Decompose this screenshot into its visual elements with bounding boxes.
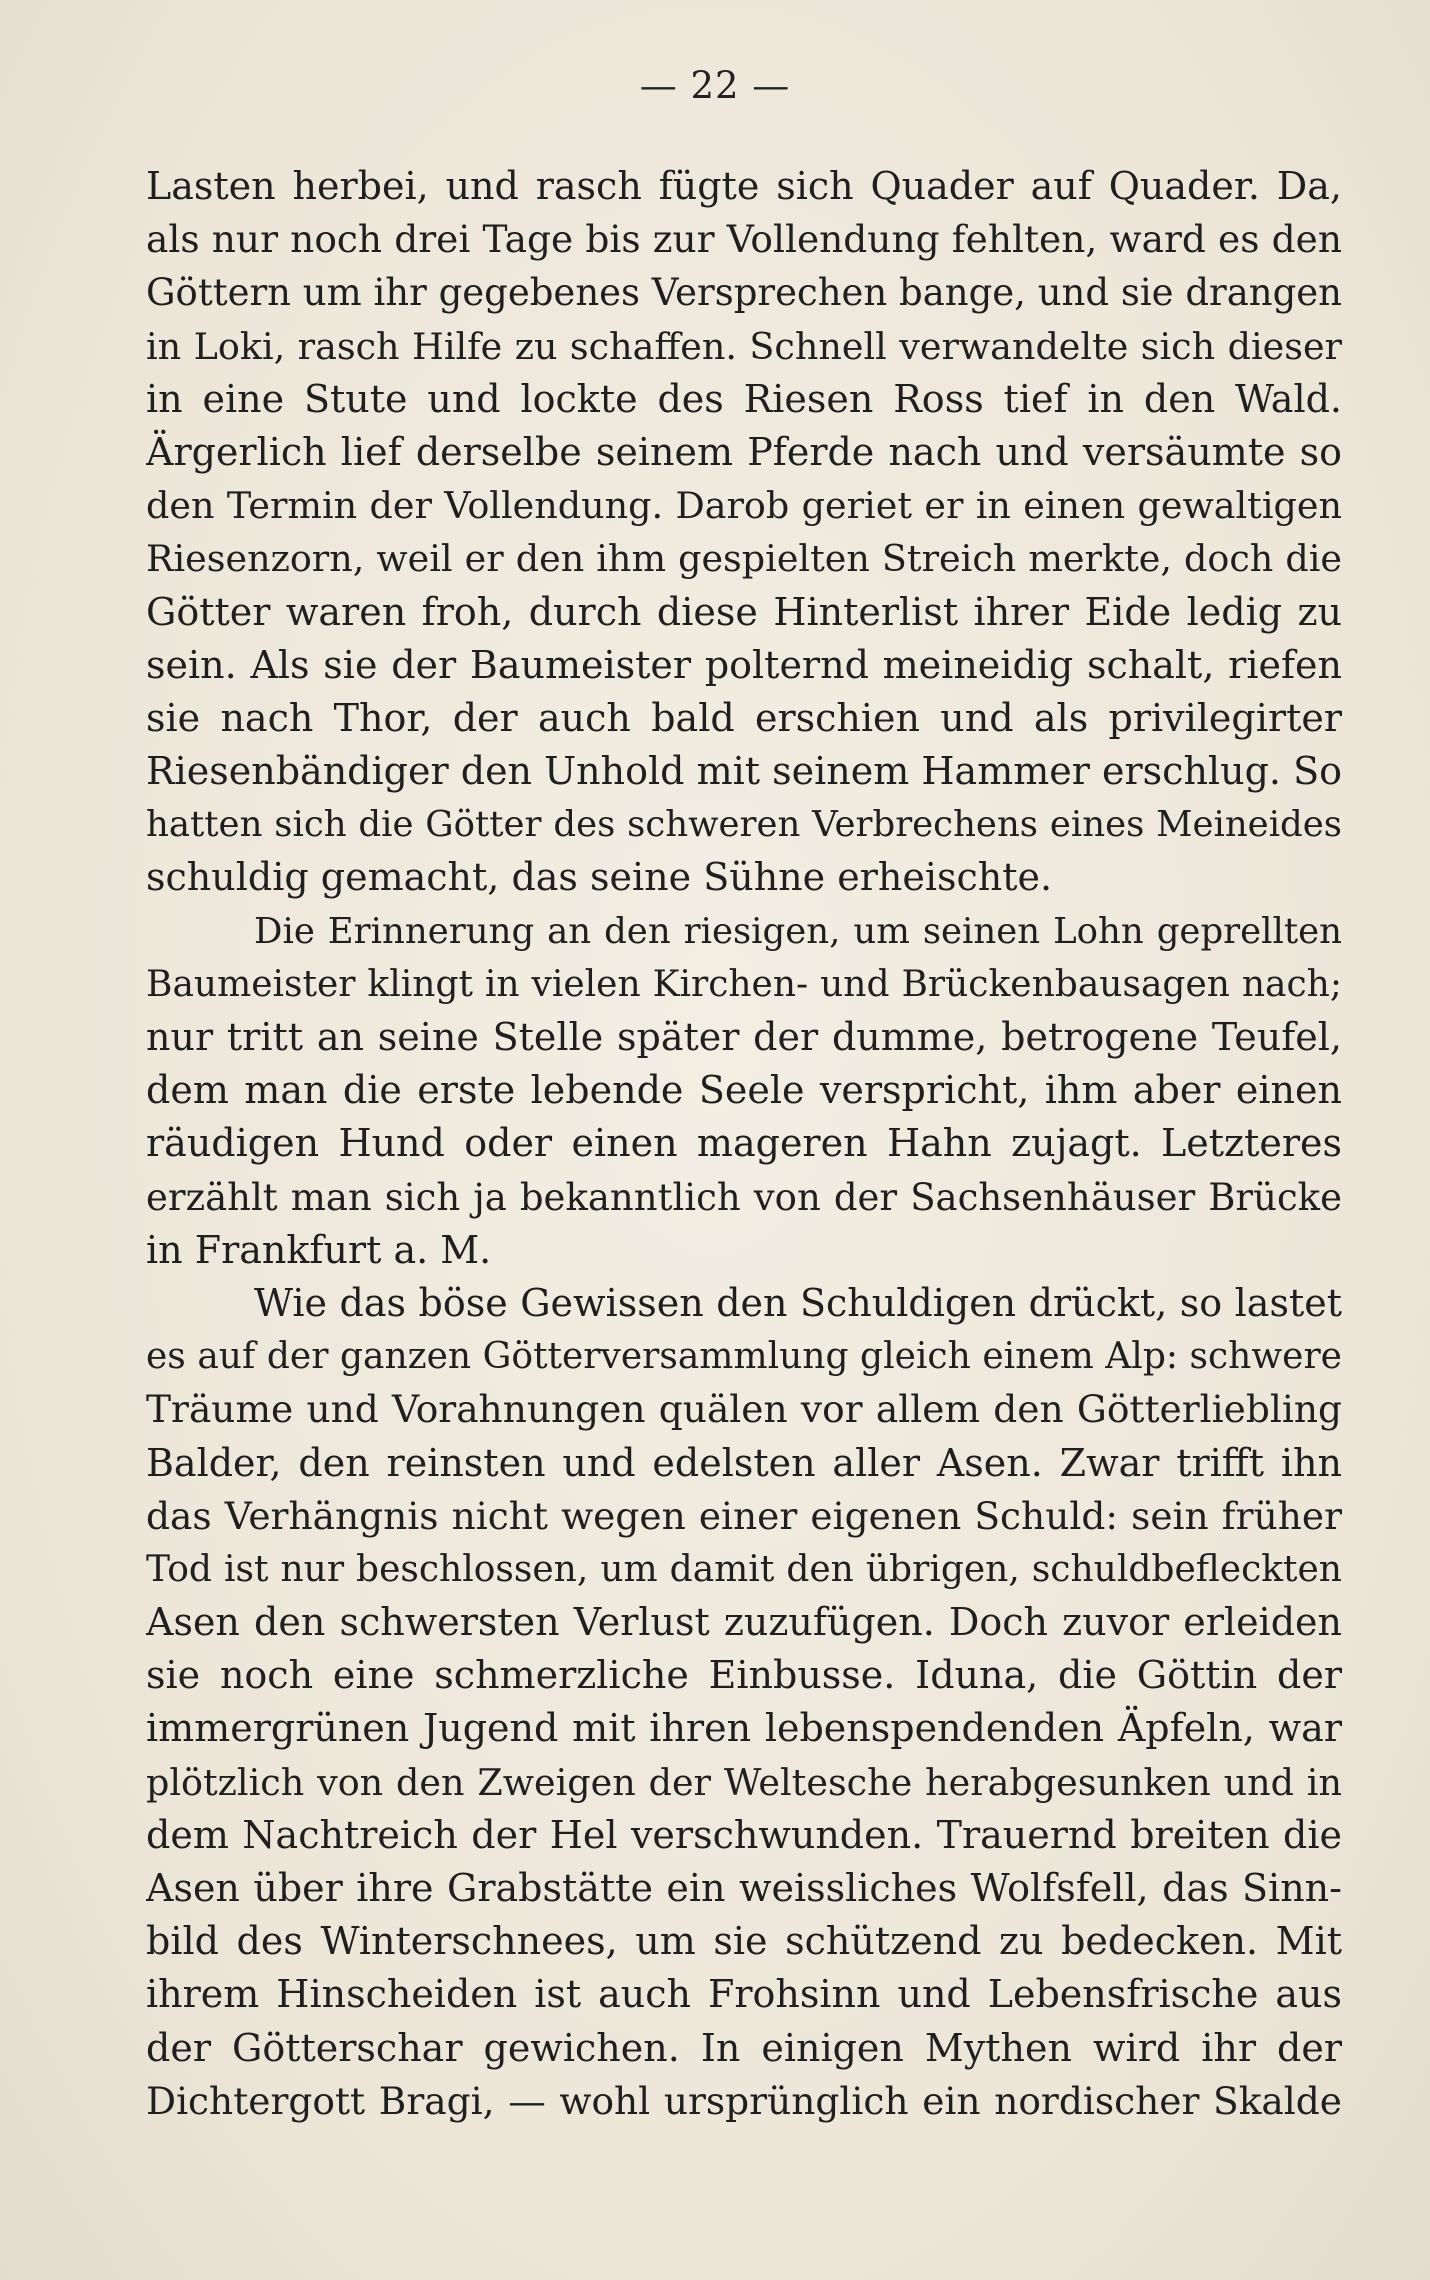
text-line: in Loki, rasch Hilfe zu schaffen. Schnell verwandelte sich dieser xyxy=(146,324,1342,368)
text-line: sie noch eine schmerzliche Einbusse. Iduna, die Göttin der xyxy=(146,1653,1342,1698)
body-text xyxy=(146,160,1342,2128)
text-line: Asen den schwersten Verlust zuzufügen. Doch zuvor erleiden xyxy=(146,1600,1342,1645)
page-number: — 22 — xyxy=(639,64,791,107)
paragraph-start-line: Wie das böse Gewissen den Schuldigen drückt, so lastet xyxy=(254,1280,1342,1325)
text-line: hatten sich die Götter des schweren Verbrechens eines Meineides xyxy=(146,804,1342,846)
text-line: bild des Winterschnees, um sie schützend zu bedecken. Mit xyxy=(146,1919,1342,1964)
text-line: Ärgerlich lief derselbe seinem Pferde nach und versäumte so xyxy=(146,429,1342,474)
text-line: der Götterschar gewichen. In einigen Mythen wird ihr der xyxy=(146,2025,1342,2070)
paragraph-start-line: Die Erinnerung an den riesigen, um seinen Lohn geprellten xyxy=(254,910,1342,952)
text-line: räudigen Hund oder einen mageren Hahn zujagt. Letzteres xyxy=(146,1121,1342,1166)
text-line: nur tritt an seine Stelle später der dumme, betrogene Teufel, xyxy=(146,1015,1342,1059)
text-line: in Frankfurt a. M. xyxy=(146,1227,492,1272)
text-line: in eine Stute und lockte des Riesen Ross tief in den Wald. xyxy=(146,376,1342,421)
text-line: dem man die erste lebende Seele verspricht, ihm aber einen xyxy=(146,1068,1342,1113)
text-line: dem Nachtreich der Hel verschwunden. Trauernd breiten die xyxy=(146,1812,1342,1857)
text-line: Tod ist nur beschlossen, um damit den übrigen, schuldbefleckten xyxy=(146,1548,1342,1590)
text-line: es auf der ganzen Götterversammlung gleich einem Alp: schwere xyxy=(146,1336,1342,1378)
text-line: sein. Als sie der Baumeister polternd meineidig schalt, riefen xyxy=(146,642,1342,687)
text-line: immergrünen Jugend mit ihren lebenspendenden Äpfeln, war xyxy=(146,1706,1342,1751)
text-line: erzählt man sich ja bekanntlich von der Sachsenhäuser Brücke xyxy=(146,1175,1342,1219)
text-line: Götter waren froh, durch diese Hinterlist ihrer Eide ledig zu xyxy=(146,589,1342,634)
text-line: Baumeister klingt in vielen Kirchen- und Brückenbausagen nach; xyxy=(146,963,1342,1005)
text-line: als nur noch drei Tage bis zur Vollendung fehlten, ward es den xyxy=(146,217,1342,262)
text-line: Riesenbändiger den Unhold mit seinem Hammer erschlug. So xyxy=(146,749,1342,794)
text-line: Göttern um ihr gegebenes Versprechen bange, und sie drangen xyxy=(146,271,1342,315)
text-line: Träume und Vorahnungen quälen vor allem den Götterliebling xyxy=(146,1387,1342,1432)
text-line: den Termin der Vollendung. Darob geriet er in einen gewaltigen xyxy=(146,484,1342,528)
text-line: Balder, den reinsten und edelsten aller Asen. Zwar trifft ihn xyxy=(146,1440,1342,1485)
text-line: Asen über ihre Grabstätte ein weissliches Wolfsfell, das Sinn- xyxy=(146,1866,1342,1910)
text-line: Riesenzorn, weil er den ihm gespielten Streich merkte, doch die xyxy=(146,537,1342,581)
text-line: Dichtergott Bragi, — wohl ursprünglich ein nordischer Skalde xyxy=(146,2078,1342,2123)
text-line: Lasten herbei, und rasch fügte sich Quader auf Quader. Da, xyxy=(146,164,1342,208)
text-line: ihrem Hinscheiden ist auch Frohsinn und Lebensfrische aus xyxy=(146,1972,1342,2017)
text-line: sie nach Thor, der auch bald erschien und als privilegirter xyxy=(146,695,1342,740)
text-line: schuldig gemacht, das seine Sühne erheischte. xyxy=(146,855,1053,900)
text-line: das Verhängnis nicht wegen einer eigenen Schuld: sein früher xyxy=(146,1493,1342,1538)
text-line: plötzlich von den Zweigen der Weltesche herabgesunken und in xyxy=(146,1760,1342,1804)
